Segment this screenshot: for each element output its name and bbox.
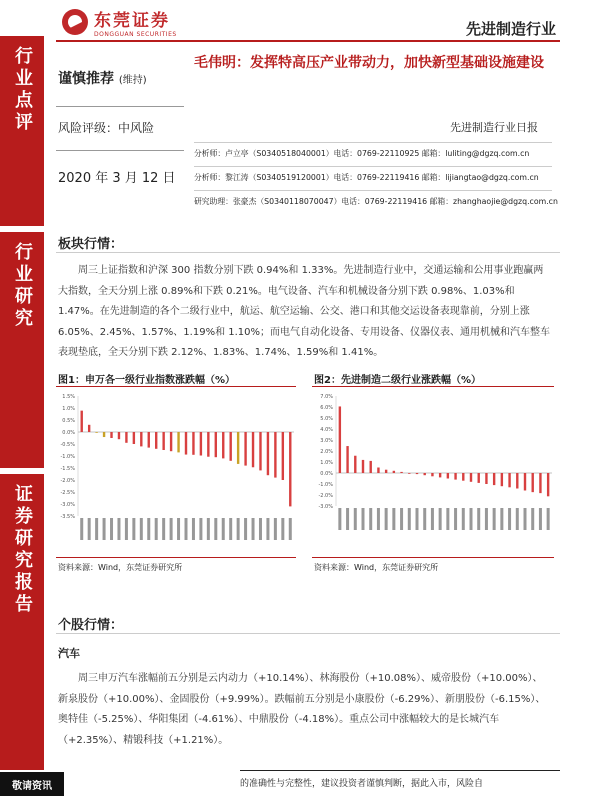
category-label xyxy=(281,518,284,540)
category-label xyxy=(508,508,511,530)
bar xyxy=(133,432,135,444)
category-label xyxy=(446,508,449,530)
y-tick-label: 0.0% xyxy=(62,430,75,436)
category-label xyxy=(477,508,480,530)
category-label xyxy=(439,508,442,530)
category-label xyxy=(392,508,395,530)
bar xyxy=(95,432,97,433)
bar xyxy=(431,473,433,476)
category-label xyxy=(454,508,457,530)
bar xyxy=(424,473,426,475)
bar xyxy=(462,473,464,481)
category-label xyxy=(369,508,372,530)
logo-name-cn: 东莞证券 xyxy=(94,11,170,31)
category-label xyxy=(103,518,106,540)
y-tick-label: -3.0% xyxy=(318,504,333,510)
bar xyxy=(516,473,518,489)
bar xyxy=(170,432,172,451)
category-label xyxy=(400,508,403,530)
bar xyxy=(103,432,105,437)
category-label xyxy=(244,518,247,540)
sidebar-block-research xyxy=(0,232,44,468)
category-label xyxy=(132,518,135,540)
category-label xyxy=(147,518,150,540)
category-label xyxy=(259,518,262,540)
y-tick-label: -1.0% xyxy=(60,454,75,460)
category-label xyxy=(125,518,128,540)
logo-name-en: DONGGUAN SECURITIES xyxy=(94,31,177,38)
bar xyxy=(125,432,127,443)
market-paragraph: 周三上证指数和沪深 300 指数分别下跌 0.94%和 1.33%。先进制造行业中，交通运输和公用事业跑赢两大指数，全天分别上涨 0.89%和下跌 0.21%。电气设备、汽车和机械设备分别下跌 0.98%、1.03%和 1.47%。在先进制造的各个二级行业中，航运、航空运输、公交、港口和其他交运设备表现靠前，分别上涨 6.05%、2.45%、1.57%、1.19%和 1.10%；而电气自动化设备、专用设备、仪器仪表、通用机械和汽车整车表现垫底，全天分别下跌 2.12%、1.83%、1.74%、1.59%和 1.41%。 xyxy=(58,265,551,358)
category-label xyxy=(237,518,240,540)
category-label xyxy=(192,518,195,540)
category-label xyxy=(416,508,419,530)
subsection-auto: 汽车 xyxy=(58,647,80,660)
category-label xyxy=(547,508,550,530)
section-divider xyxy=(56,252,560,253)
y-tick-label: 4.0% xyxy=(320,427,333,433)
bar xyxy=(81,411,83,432)
y-tick-label: 5.0% xyxy=(320,416,333,422)
category-label xyxy=(289,518,292,540)
category-label xyxy=(539,508,542,530)
footer-disclaimer: 的准确性与完整性，建议投资者谨慎判断，据此入市，风险自 xyxy=(240,779,484,789)
bar xyxy=(200,432,202,456)
category-label xyxy=(80,518,83,540)
report-type: 先进制造行业日报 xyxy=(450,121,538,134)
bar xyxy=(354,456,356,473)
bar xyxy=(370,461,372,473)
bar xyxy=(485,473,487,484)
section-divider xyxy=(56,633,560,634)
category-label xyxy=(170,518,173,540)
bar xyxy=(259,432,261,470)
figure2-chart xyxy=(312,390,556,550)
bar xyxy=(267,432,269,475)
rating-note: (维持) xyxy=(118,75,147,86)
analyst-list xyxy=(194,142,558,214)
bar xyxy=(282,432,284,480)
bar xyxy=(447,473,449,479)
bar xyxy=(192,432,194,455)
category-label xyxy=(177,518,180,540)
y-tick-label: 0.0% xyxy=(320,471,333,477)
category-label xyxy=(162,518,165,540)
figure2-rule xyxy=(312,386,554,387)
y-tick-label: -1.5% xyxy=(60,466,75,472)
bar xyxy=(547,473,549,496)
figure2-source: 资料来源：Wind，东莞证券研究所 xyxy=(314,563,439,572)
bar xyxy=(155,432,157,449)
header-divider xyxy=(56,40,560,42)
category-label xyxy=(207,518,210,540)
logo-icon xyxy=(62,9,88,35)
category-label xyxy=(155,518,158,540)
y-tick-label: 1.5% xyxy=(62,394,75,400)
auto-paragraph: 周三申万汽车涨幅前五分别是云内动力（+10.14%）、林海股份（+10.08%）、威帝股份（+10.00%）、新泉股份（+10.00%）、金固股份（+9.99%）。跌幅前五分别是小康股份（-6.29%）、新朋股份（-6.15%）、奥特佳（-5.25%）、华阳集团（-4.61%）、中鼎股份（-4.18%）。重点公司中涨幅较大的是长城汽车（+2.35%）、精锻科技（+1.21%）。 xyxy=(58,673,546,746)
y-tick-label: -3.0% xyxy=(60,502,75,508)
sidebar-block-report xyxy=(0,474,44,770)
category-label xyxy=(493,508,496,530)
sidebar xyxy=(0,0,44,800)
bar xyxy=(207,432,209,457)
figure1-rule xyxy=(56,386,296,387)
y-tick-label: 6.0% xyxy=(320,405,333,411)
rating xyxy=(58,68,147,88)
bar xyxy=(393,471,395,473)
category-label xyxy=(274,518,277,540)
category-label xyxy=(485,508,488,530)
category-label xyxy=(362,508,365,530)
report-headline: 毛伟明：发挥特高压产业带动力，加快新型基础设施建设 xyxy=(194,55,544,71)
bar xyxy=(140,432,142,446)
sidebar-block-category xyxy=(0,36,44,226)
bar xyxy=(244,432,246,466)
bar xyxy=(470,473,472,482)
section-title-stocks: 个股行情： xyxy=(58,618,124,633)
bar xyxy=(162,432,164,450)
figure1-title: 图1：申万各一级行业指数涨跌幅（%） xyxy=(58,375,235,386)
figure1-chart xyxy=(56,390,298,550)
figure2-title: 图2：先进制造二级行业涨跌幅（%） xyxy=(314,375,481,386)
bar xyxy=(532,473,534,492)
bar xyxy=(339,406,341,473)
category-label xyxy=(110,518,113,540)
bar xyxy=(408,473,410,474)
category-label xyxy=(385,508,388,530)
category-label xyxy=(431,508,434,530)
category-label xyxy=(346,508,349,530)
category-label xyxy=(470,508,473,530)
sidebar-label-research: 行业研究 xyxy=(12,242,33,330)
bar xyxy=(118,432,120,439)
figure1-source: 资料来源：Wind，东莞证券研究所 xyxy=(58,563,183,572)
y-tick-label: 1.0% xyxy=(320,460,333,466)
category-label xyxy=(214,518,217,540)
bar xyxy=(377,468,379,474)
company-logo xyxy=(62,6,177,38)
category-label xyxy=(462,508,465,530)
left-divider xyxy=(56,150,184,151)
bar xyxy=(478,473,480,483)
sidebar-label-category: 行业点评 xyxy=(12,46,33,134)
analyst-row: 分析师：卢立亭（S0340518040001）电话：0769-22110925 邮箱：luliting@dgzq.com.cn xyxy=(194,142,552,166)
category-label xyxy=(252,518,255,540)
bar xyxy=(400,472,402,473)
section-title-market: 板块行情： xyxy=(58,237,124,252)
y-tick-label: 1.0% xyxy=(62,406,75,412)
bar xyxy=(289,432,291,506)
y-tick-label: -2.0% xyxy=(318,493,333,499)
bar xyxy=(493,473,495,485)
bar xyxy=(229,432,231,461)
footer-tag: 敬请资讯 xyxy=(0,772,64,796)
bar xyxy=(88,425,90,432)
category-label xyxy=(408,508,411,530)
y-tick-label: 2.0% xyxy=(320,449,333,455)
bar xyxy=(454,473,456,480)
rating-value: 谨慎推荐 xyxy=(58,71,114,87)
category-label xyxy=(140,518,143,540)
y-tick-label: -0.5% xyxy=(60,442,75,448)
sidebar-label-report: 证券研究报告 xyxy=(12,484,33,616)
figure1-bottom-rule xyxy=(56,557,296,558)
bar xyxy=(274,432,276,478)
bar xyxy=(439,473,441,477)
y-tick-label: -3.5% xyxy=(60,514,75,520)
bar xyxy=(252,432,254,467)
y-tick-label: -1.0% xyxy=(318,482,333,488)
category-label xyxy=(516,508,519,530)
bar xyxy=(501,473,503,486)
bar xyxy=(185,432,187,455)
bar xyxy=(222,432,224,458)
bar xyxy=(508,473,510,487)
category-label xyxy=(524,508,527,530)
category-label xyxy=(95,518,98,540)
risk-level: 风险评级：中风险 xyxy=(58,121,155,135)
bar xyxy=(110,432,112,438)
category-label xyxy=(117,518,120,540)
bar xyxy=(362,460,364,473)
category-label xyxy=(88,518,91,540)
bar xyxy=(539,473,541,493)
category-label xyxy=(423,508,426,530)
bar xyxy=(215,432,217,457)
bar xyxy=(385,470,387,473)
y-tick-label: 7.0% xyxy=(320,394,333,400)
category-label xyxy=(222,518,225,540)
y-tick-label: -2.5% xyxy=(60,490,75,496)
bar xyxy=(177,432,179,452)
bar xyxy=(346,446,348,473)
figure2-bottom-rule xyxy=(312,557,554,558)
y-tick-label: 0.5% xyxy=(62,418,75,424)
category-label xyxy=(266,518,269,540)
bar xyxy=(416,473,418,474)
analyst-row: 研究助理：张豪杰（S0340118070047）电话：0769-22119416 邮箱：zhanghaojie@dgzq.com.cn xyxy=(194,190,552,214)
report-date: 2020 年 3 月 12 日 xyxy=(58,171,176,186)
category-label xyxy=(500,508,503,530)
category-label xyxy=(229,518,232,540)
y-tick-label: 3.0% xyxy=(320,438,333,444)
sector-title: 先进制造行业 xyxy=(465,20,556,38)
y-tick-label: -2.0% xyxy=(60,478,75,484)
bar xyxy=(237,432,239,464)
category-label xyxy=(531,508,534,530)
category-label xyxy=(199,518,202,540)
analyst-row: 分析师：黎江涛（S0340519120001）电话：0769-22119416 邮箱：lijiangtao@dgzq.com.cn xyxy=(194,166,552,190)
footer-divider xyxy=(240,770,560,771)
bar xyxy=(524,473,526,490)
left-divider xyxy=(56,106,184,107)
category-label xyxy=(185,518,188,540)
bar xyxy=(148,432,150,448)
category-label xyxy=(377,508,380,530)
category-label xyxy=(338,508,341,530)
category-label xyxy=(354,508,357,530)
